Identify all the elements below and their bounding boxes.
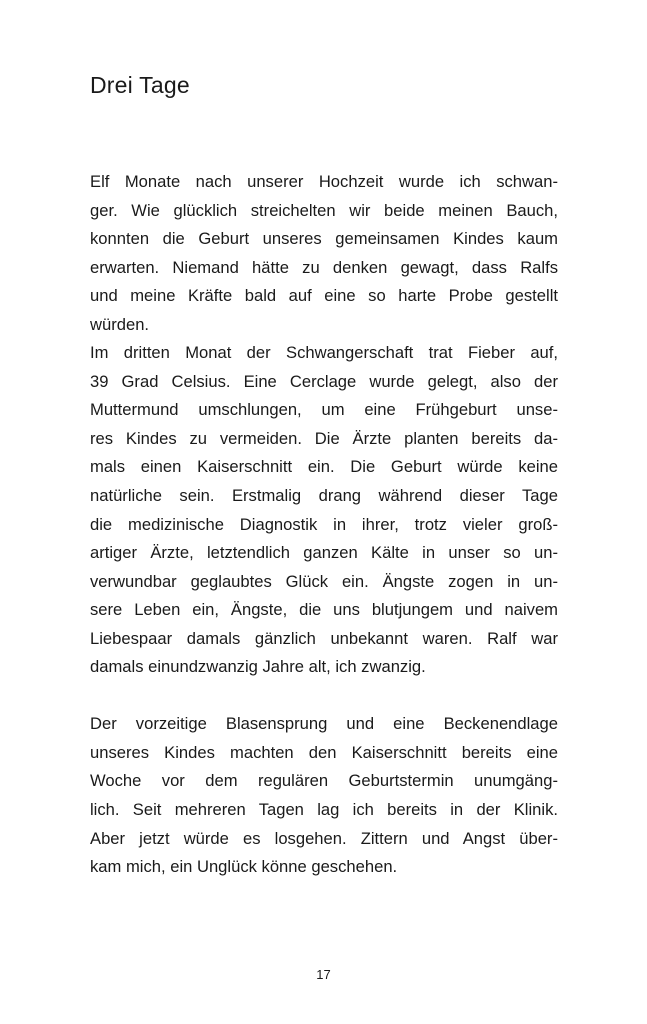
text-line: würden. <box>90 314 150 334</box>
text-line: Im dritten Monat der Schwangerschaft trat Fieber auf, <box>90 343 558 363</box>
text-line: sere Leben ein, Ängste, die uns blutjungem und naivem <box>90 600 558 620</box>
paragraph <box>90 168 558 339</box>
text-line: artiger Ärzte, letztendlich ganzen Kälte in unser so un- <box>90 543 558 563</box>
page-number: 17 <box>316 967 331 982</box>
text-line: Der vorzeitige Blasensprung und eine Beckenendlage <box>90 714 558 734</box>
text-line: res Kindes zu vermeiden. Die Ärzte planten bereits da- <box>90 428 558 448</box>
paragraph <box>90 339 558 682</box>
chapter-title: Drei Tage <box>90 72 190 98</box>
chapter-body <box>90 168 558 882</box>
text-line: ger. Wie glücklich streichelten wir beide meinen Bauch, <box>90 200 558 220</box>
text-line: die medizinische Diagnostik in ihrer, trotz vieler groß- <box>90 514 558 534</box>
text-line: erwarten. Niemand hätte zu denken gewagt, dass Ralfs <box>90 257 558 277</box>
text-line: natürliche sein. Erstmalig drang während dieser Tage <box>90 486 558 506</box>
text-line: lich. Seit mehreren Tagen lag ich bereits in der Klinik. <box>90 800 558 820</box>
text-line: damals einundzwanzig Jahre alt, ich zwanzig. <box>90 657 426 677</box>
text-line: Woche vor dem regulären Geburtstermin unumgäng- <box>90 771 558 791</box>
text-line: kam mich, ein Unglück könne geschehen. <box>90 857 398 877</box>
text-line: unseres Kindes machten den Kaiserschnitt bereits eine <box>90 742 558 762</box>
text-line: Muttermund umschlungen, um eine Frühgeburt unse- <box>90 400 558 420</box>
text-line: Elf Monate nach unserer Hochzeit wurde ich schwan- <box>90 172 558 191</box>
text-line: mals einen Kaiserschnitt ein. Die Geburt würde keine <box>90 457 558 477</box>
text-line: Liebespaar damals gänzlich unbekannt waren. Ralf war <box>90 628 558 648</box>
text-line: Aber jetzt würde es losgehen. Zittern und Angst über- <box>90 828 558 848</box>
text-line: 39 Grad Celsius. Eine Cerclage wurde gelegt, also der <box>90 371 558 391</box>
text-line: konnten die Geburt unseres gemeinsamen Kindes kaum <box>90 229 558 249</box>
paragraph-spacer <box>90 682 558 711</box>
paragraph <box>90 710 558 881</box>
text-line: und meine Kräfte bald auf eine so harte Probe gestellt <box>90 286 558 306</box>
text-line: verwundbar geglaubtes Glück ein. Ängste zogen in un- <box>90 571 558 591</box>
